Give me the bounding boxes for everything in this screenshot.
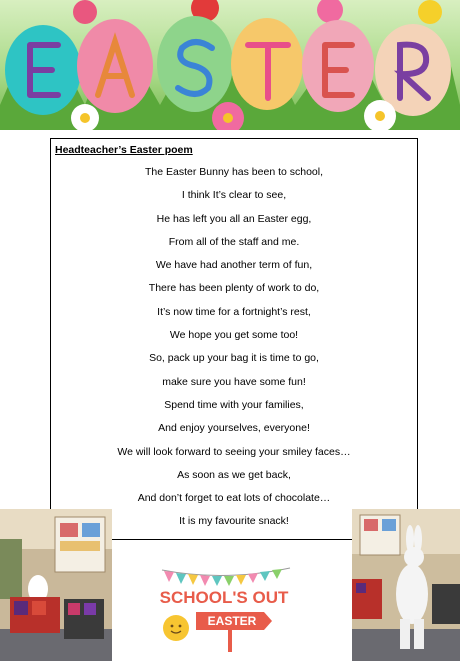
poem-box bbox=[50, 138, 418, 540]
photo-classroom-bunny-left bbox=[0, 509, 112, 661]
poem-line: And don’t forget to eat lots of chocolate… bbox=[137, 492, 331, 505]
poem-line: We hope you get some too! bbox=[169, 329, 299, 342]
logo-line1: SCHOOL'S OUT bbox=[159, 588, 289, 607]
poem-title: Headteacher’s Easter poem bbox=[55, 144, 193, 156]
easter-banner-illustration bbox=[0, 0, 460, 130]
flower-icon bbox=[317, 0, 343, 23]
poem-line: I think It’s clear to see, bbox=[181, 189, 287, 202]
logo-line2: EASTER bbox=[207, 614, 257, 628]
poem-line: So, pack up your bag it is time to go, bbox=[149, 352, 319, 365]
poem-line: We will look forward to seeing your smiley faces… bbox=[117, 445, 351, 458]
poem-line: He has left you all an Easter egg, bbox=[156, 212, 312, 225]
easter-banner bbox=[0, 0, 460, 130]
flower-icon bbox=[73, 0, 97, 24]
sun-icon bbox=[163, 615, 189, 641]
poem-line: As soon as we get back, bbox=[177, 468, 291, 481]
poem-line: make sure you have some fun! bbox=[162, 375, 306, 388]
photo-classroom-bunny-right bbox=[352, 509, 460, 661]
egg-5 bbox=[302, 20, 374, 112]
schools-out-easter-logo bbox=[152, 560, 297, 655]
bunting-icon bbox=[164, 569, 282, 586]
poem-line: The Easter Bunny has been to school, bbox=[144, 166, 324, 178]
poem-line: And enjoy yourselves, everyone! bbox=[158, 422, 310, 435]
flower-icon bbox=[418, 0, 442, 24]
poem-line: From all of the staff and me. bbox=[168, 235, 300, 248]
poem-line: We have had another term of fun, bbox=[155, 259, 313, 272]
poem-line: Spend time with your families, bbox=[164, 398, 304, 411]
poem-line: It’s now time for a fortnight’s rest, bbox=[157, 305, 311, 318]
poem-lines bbox=[51, 161, 417, 534]
poem-line: It is my favourite snack! bbox=[179, 515, 289, 528]
poem-line: There has been plenty of work to do, bbox=[148, 282, 320, 295]
